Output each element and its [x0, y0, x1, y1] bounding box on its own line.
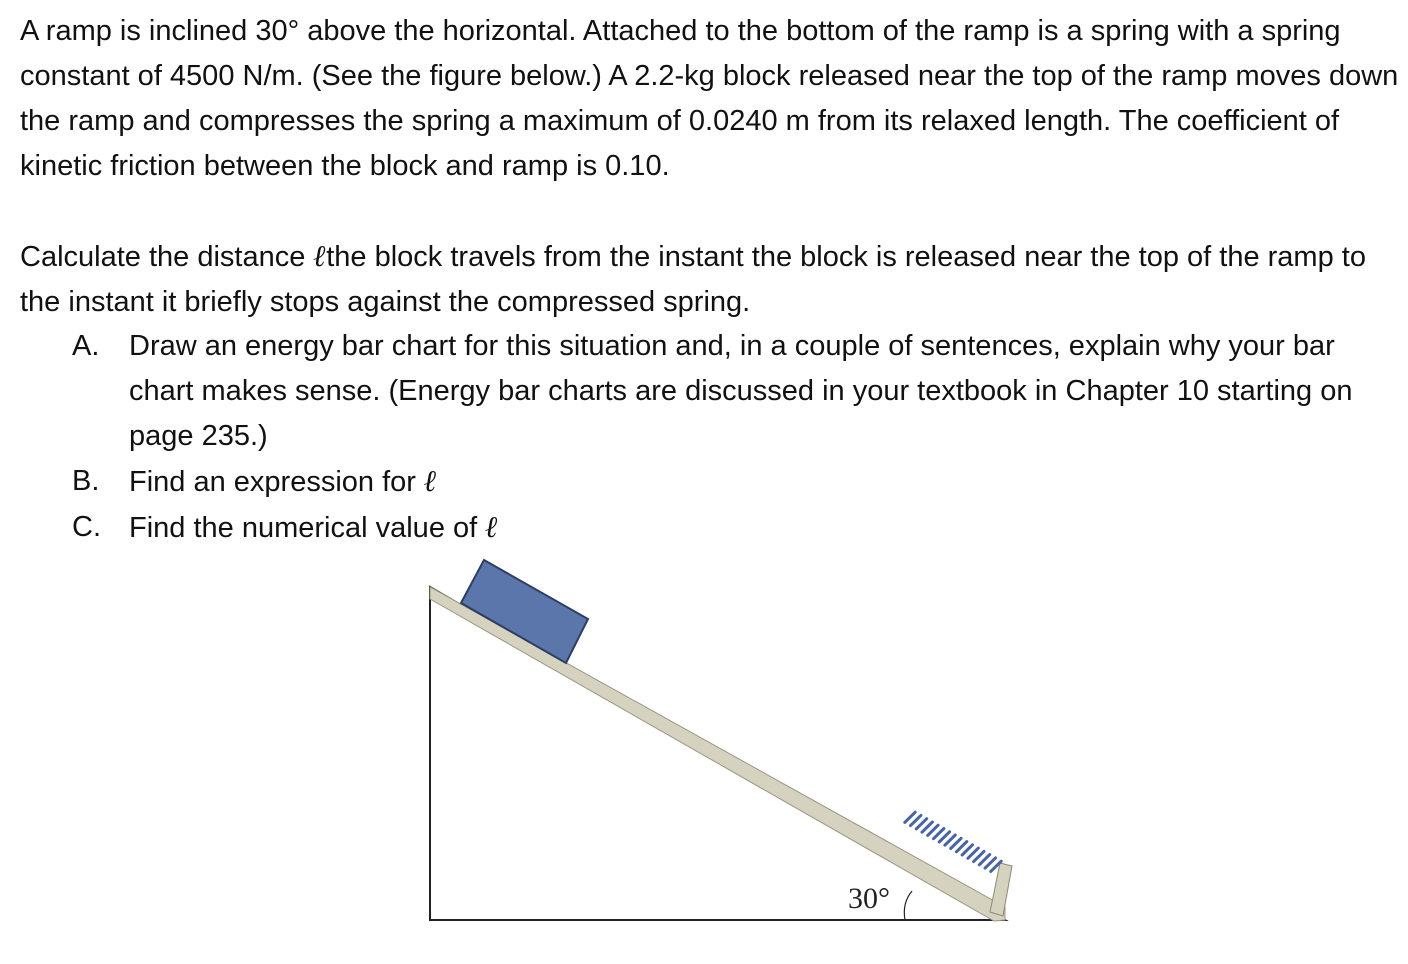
question-text-start: Calculate the distance: [20, 241, 314, 273]
question-text: [20, 234, 1400, 325]
ell-symbol: ℓ: [313, 239, 327, 274]
angle-label: 30°: [848, 882, 890, 915]
part-c-marker: C.: [72, 511, 101, 543]
part-a: [72, 324, 1392, 459]
part-b-ell-symbol: ℓ: [423, 464, 437, 499]
part-c-ell-symbol: ℓ: [485, 510, 499, 545]
part-a-text: Draw an energy bar chart for this situation and, in a couple of sentences, explain why your bar chart makes sense. (Energy bar charts are discussed in your textbook in Chapter 10 starting on page 235.): [129, 330, 1353, 452]
question-text-end: the block travels from the instant the block is released near the top of the ramp to the instant it briefly stops against the compressed spring.: [20, 241, 1366, 318]
part-b-text: Find an expression for: [129, 466, 424, 498]
parts-list: [72, 324, 1392, 551]
part-c: [72, 505, 1392, 551]
part-b: [72, 459, 1392, 505]
part-c-text: Find the numerical value of: [129, 512, 486, 544]
ramp-figure: [420, 555, 1020, 935]
part-a-marker: A.: [72, 330, 100, 362]
part-b-marker: B.: [72, 465, 100, 497]
problem-statement: A ramp is inclined 30° above the horizontal. Attached to the bottom of the ramp is a spring with a spring constant of 4500 N/m. (See the figure below.) A 2.2-kg block released near the top of the ramp moves down the ramp and compresses the spring a maximum of 0.0240 m from its relaxed length. The coefficient of kinetic friction between the block and ramp is 0.10.: [20, 15, 1399, 182]
